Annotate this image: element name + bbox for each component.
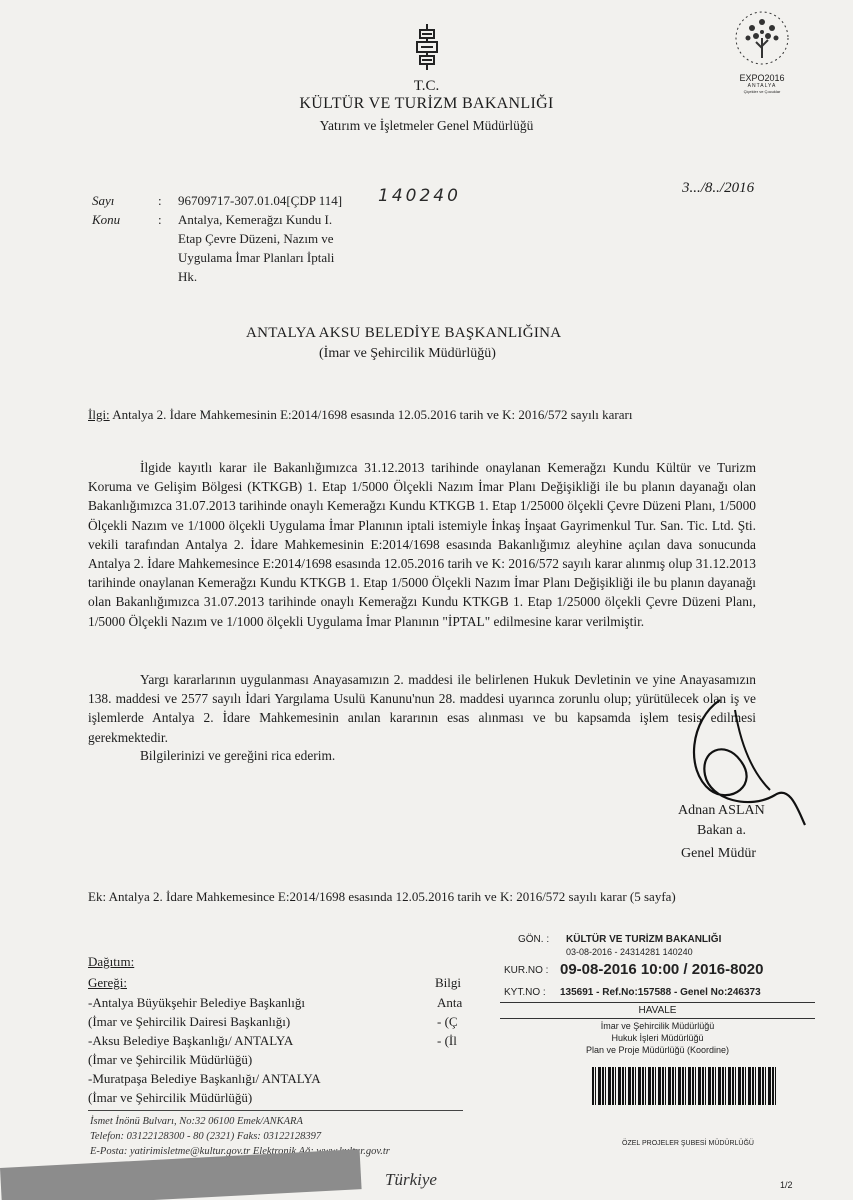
konu-line: Hk.: [178, 269, 198, 284]
body-paragraph-1: [88, 458, 756, 631]
bilgi-item: Anta: [437, 995, 463, 1010]
stamp-bottom: ÖZEL PROJELER ŞUBESİ MÜDÜRLÜĞÜ: [622, 1140, 754, 1147]
distribution-item: -Aksu Belediye Başkanlığı/ ANTALYA: [88, 1033, 294, 1048]
stamp-gon-label: GÖN. :: [518, 934, 550, 945]
registry-stamp: [500, 934, 840, 1147]
konu-label: Konu: [92, 212, 121, 227]
distribution-gereği: Gereği:: [88, 975, 127, 990]
body-text-3: Bilgilerinizi ve gereğini rica ederim.: [140, 748, 336, 763]
document-date: 3.../8../2016: [682, 180, 755, 196]
ek-text: Antalya 2. İdare Mahkemesince E:2014/1698 esasında 12.05.2016 tarih ve K: 2016/572 sayılı karar (5 sayfa): [108, 889, 676, 904]
recipient-title: ANTALYA AKSU BELEDİYE BAŞKANLIĞINA: [246, 325, 562, 341]
distribution-title: Dağıtım:: [88, 954, 135, 969]
expo-2016-logo: [722, 8, 802, 108]
footer-phone: Telefon: 03122128300 - 80 (2321) Faks: 03122128397: [90, 1131, 322, 1142]
sayi-label: Sayı: [92, 193, 115, 208]
header-tc: T.C.: [413, 78, 440, 94]
stamp-kur-value: 09-08-2016 10:00 / 2016-8020: [560, 961, 764, 978]
stamp-gon-sub: 03-08-2016 - 24314281 140240: [566, 947, 693, 957]
distribution-item: -Antalya Büyükşehir Belediye Başkanlığı: [88, 995, 305, 1010]
document-page: T.C. KÜLTÜR VE TURİZM BAKANLIĞI Yatırım ve İşletmeler Genel Müdürlüğü EXPO2016 ANTALYA Çiçekler ve Çocuklar Sayı : 96709717-307.01.04[ÇDP 114] 140240 3.../8../2016 Konu : Antalya, Kemerağzı Kundu I. Etap Çevre Düzeni, Nazım ve Uygulama İmar Planları İptali Hk. ANTALYA AKSU BELEDİYE BAŞKANLIĞINA (İmar ve Şehircilik Müdürlüğü) İlgi: Antalya 2. İdare Mahkemesinin E:2014/1698 esasında 12.05.2016 tarih ve K: 2016/572 sayılı kararı İlgide kayıtlı karar ile Bakanlığımızca 31.12.2013 tarihinde onaylanan Kemerağzı Kundu Kültür ve Turizm Koruma ve Gelişim Bölgesi (KTKGB) 1. Etap 1/5000 Ölçekli Nazım İmar Planı Değişikliği ile bu planın dayanağı olan Bakanlığımızca 31.07.2013 tarihinde onaylı Kemerağzı Kundu KTKGB 1. Etap 1/25000 ölçekli Çevre Düzeni Planı, 1/5000 Ölçekli Nazım ve 1/1000 ölçekli Uygulama İmar Planının iptali istemiyle İnkaş İnşaat Gayrimenkul Tur. San. Tic. Ltd. Şti. vekili tarafından Antalya 2. İdare Mahkemesinin E:2014/1698 esasında Bakanlığımız aleyhine açılan dava sonucunda Antalya 2. İdare Mahkemesince E:2014/1698 esasında 12.05.2016 tarih ve K: 2016/572 sayılı karar alınmış olup 31.12.2013 tarihinde onaylanan Kemerağzı Kundu KTKGB 1. Etap 1/5000 Ölçekli Nazım İmar Planı Değişikliği ile bu planın dayanağı olan Bakanlığımızca 31.07.2013 tarihinde onaylı Kemerağzı Kundu KTKGB 1. Etap 1/25000 ölçekli Çevre Düzeni Planı, 1/5000 Ölçekli Nazım ve 1/1000 ölçekli Uygulama İmar Planının "İPTAL" edilmesine karar verilmiştir. Yargı kararlarının uygulanması Anayasamızın 2. maddesi ile belirlenen Hukuk Devletinin ve yine Anayasamızın 138. maddesi ve 2577 sayılı İdari Yargılama Usulü Kanunu'nun 28. maddesi uyarınca zorunlu olup; yürütülecek olan iş ve işlemlerde Antalya 2. İdare Mahkemesinin anılan kararının esas alınması ve bu kapsamda işlem tesis edilmesi gerekmektedir. Bilgilerinizi ve gereğini rica ederim. Adnan ASLAN Bakan a. Genel Müdür Ek: Antalya 2. İdare Mahkemesince E:2014/1698 esasında 12.05.2016 tarih ve K: 2016/572 sayılı karar (5 sayfa) Dağıtım: Gereği: Bilgi -Antalya Büyükşehir Belediye Başkanlığı (İmar ve Şehircilik Dairesi Başkanlığı) -Aksu Belediye Başkanlığı/ ANTALYA (İmar ve Şehircilik Müdürlüğü) -Muratpaşa Belediye Başkanlığı/ ANTALYA (İmar ve Şehircilik Müdürlüğü) Anta - (Ç - (İl GÖN. : KÜLTÜR VE TURİZM BAKANLIĞI 03-08-2016 - 24314281 140240 KUR.NO : 09-08-2016 10:00 / 2016-8020 KYT.NO : 135691 - Ref.No:157588 - Genel No:246373 HAVALE İmar ve Şehircilik Müdürlüğü Hukuk İşleri Müdürlüğü Plan ve Proje Müdürlüğü (Koordine) ÖZEL PROJELER ŞUBESİ MÜDÜRLÜĞÜ İsmet İnönü Bulvarı, No:32 06100 Emek/ANKARA Telefon: 03122128300 - 80 (2321) Faks: 03122128397 E-Posta: yatirimisletme@kultur.gov.tr Elektronik Ağ: www.kultur.gov.tr Türkiye 1/2: [0, 0, 853, 1200]
recipient-subtitle: (İmar ve Şehircilik Müdürlüğü): [319, 346, 496, 361]
body-text-1: İlgide kayıtlı karar ile Bakanlığımızca 31.12.2013 tarihinde onaylanan Kemerağzı Kundu Kültür ve Turizm Koruma ve Gelişim Bölgesi (KTKGB) 1. Etap 1/5000 Ölçekli Nazım İmar Planı Değişikliği ile bu planın dayanağı olan Bakanlığımızca 31.07.2013 tarihinde onaylı Kemerağzı Kundu KTKGB 1. Etap 1/25000 ölçekli Çevre Düzeni Planı, 1/5000 Ölçekli Nazım ve 1/1000 ölçekli Uygulama İmar Planının iptali istemiyle İnkaş İnşaat Gayrimenkul Tur. San. Tic. Ltd. Şti. vekili tarafından Antalya 2. İdare Mahkemesinin E:2014/1698 esasında Bakanlığımız aleyhine açılan dava sonucunda Antalya 2. İdare Mahkemesince E:2014/1698 esasında 12.05.2016 tarih ve K: 2016/572 sayılı karar alınmış olup 31.12.2013 tarihinde onaylanan Kemerağzı Kundu KTKGB 1. Etap 1/5000 Ölçekli Nazım İmar Planı Değişikliği ile bu planın dayanağı olan Bakanlığımızca 31.07.2013 tarihinde onaylı Kemerağzı Kundu KTKGB 1. Etap 1/25000 ölçekli Çevre Düzeni Planı, 1/5000 Ölçekli Nazım ve 1/1000 ölçekli Uygulama İmar Planının "İPTAL" edilmesine karar verilmiştir.: [88, 460, 756, 629]
distribution-item: (İmar ve Şehircilik Müdürlüğü): [88, 1090, 253, 1105]
signatory-role: Bakan a.: [697, 823, 746, 838]
sayi-handwritten: 140240: [378, 186, 461, 206]
bilgi-item: - (İl: [437, 1033, 457, 1048]
expo-tree-icon: [732, 8, 792, 70]
distribution-item: (İmar ve Şehircilik Dairesi Başkanlığı): [88, 1014, 291, 1029]
stamp-kyt-label: KYT.NO :: [504, 987, 546, 998]
ministry-emblem-icon: [412, 22, 442, 77]
ek-label: Ek:: [88, 889, 107, 904]
body-paragraph-3: [88, 746, 756, 765]
expo-text: EXPO2016: [739, 73, 785, 83]
distribution-bilgi: Bilgi: [435, 975, 462, 990]
ilgi-text: Antalya 2. İdare Mahkemesinin E:2014/1698 esasında 12.05.2016 tarih ve K: 2016/572 sayılı kararı: [112, 407, 633, 422]
stamp-line-3: Plan ve Proje Müdürlüğü (Koordine): [585, 1045, 730, 1055]
footer-email: E-Posta: yatirimisletme@kultur.gov.tr Elektronik Ağ: www.kultur.gov.tr: [90, 1146, 390, 1157]
ilgi-block: [88, 405, 756, 424]
body-paragraph-2: [88, 670, 756, 747]
body-text-2: Yargı kararlarının uygulanması Anayasamızın 2. maddesi ile belirlenen Hukuk Devletinin ve yine Anayasamızın 138. maddesi ve 2577 sayılı İdari Yargılama Usulü Kanunu'nun 28. maddesi uyarınca zorunlu olup; yürütülecek olan iş ve işlemlerde Antalya 2. İdare Mahkemesinin anılan kararının esas alınması ve bu kapsamda işlem tesis edilmesi gerekmektedir.: [88, 672, 756, 745]
header-department: Yatırım ve İşletmeler Genel Müdürlüğü: [319, 118, 534, 133]
bilgi-item: - (Ç: [437, 1014, 458, 1029]
stamp-gon-value: KÜLTÜR VE TURİZM BAKANLIĞI: [566, 934, 722, 945]
stamp-line-1: İmar ve Şehircilik Müdürlüğü: [600, 1021, 715, 1031]
page-number: 1/2: [780, 1180, 793, 1190]
konu-line: Uygulama İmar Planları İptali: [178, 250, 335, 265]
stamp-kur-label: KUR.NO :: [504, 965, 549, 976]
barcode: [592, 1067, 776, 1105]
konu-line: Antalya, Kemerağzı Kundu I.: [178, 212, 333, 227]
distribution-item: -Muratpaşa Belediye Başkanlığı/ ANTALYA: [88, 1071, 321, 1086]
stamp-havale: HAVALE: [638, 1005, 677, 1016]
expo-sub: ANTALYA: [747, 83, 777, 89]
header-ministry: KÜLTÜR VE TURİZM BAKANLIĞI: [299, 95, 554, 112]
stamp-line-2: Hukuk İşleri Müdürlüğü: [611, 1033, 704, 1043]
expo-tagline: Çiçekler ve Çocuklar: [743, 89, 781, 94]
ilgi-label: İlgi:: [88, 407, 110, 422]
sayi-value: 96709717-307.01.04[ÇDP 114]: [178, 193, 343, 208]
distribution-item: (İmar ve Şehircilik Müdürlüğü): [88, 1052, 253, 1067]
konu-line: Etap Çevre Düzeni, Nazım ve: [178, 231, 334, 246]
turkiye-brand: Türkiye: [385, 1170, 437, 1189]
footer-address: İsmet İnönü Bulvarı, No:32 06100 Emek/ANKARA: [90, 1116, 303, 1127]
stamp-kyt-value: 135691 - Ref.No:157588 - Genel No:246373: [560, 987, 761, 998]
footer-rule: [88, 1110, 463, 1111]
signatory-title: Genel Müdür: [681, 846, 757, 861]
signatory-name: Adnan ASLAN: [678, 803, 765, 818]
ek-block: [88, 887, 756, 906]
